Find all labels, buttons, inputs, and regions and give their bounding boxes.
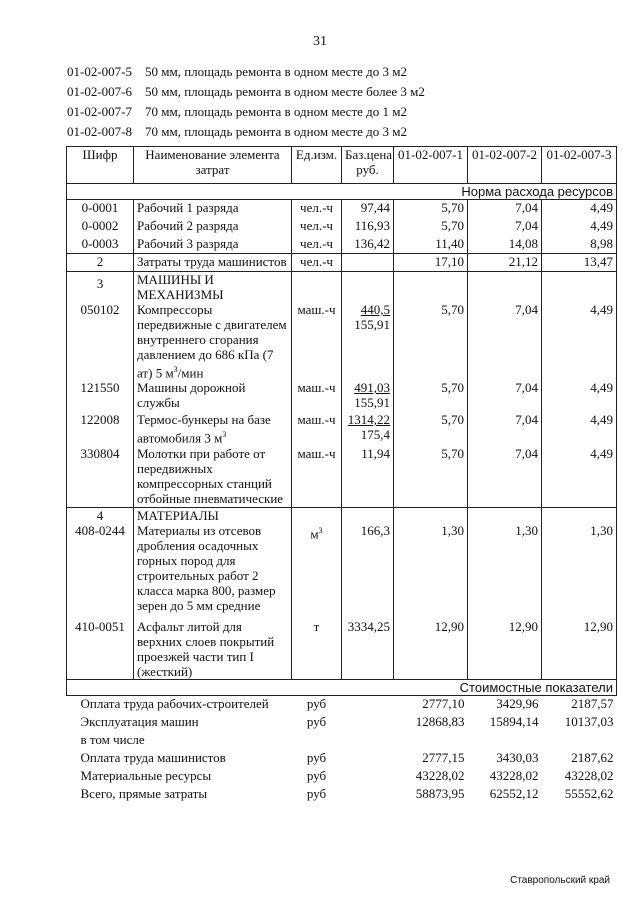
row-price: 166,3: [342, 523, 394, 619]
row-v3: 1,30: [542, 523, 617, 619]
row-v1: 5,70: [394, 412, 468, 445]
row-code: 050102: [67, 302, 134, 380]
row-v2: 1,30: [468, 523, 542, 619]
row-unit: чел.-ч: [292, 236, 342, 254]
total-v3: 55552,62: [564, 786, 614, 802]
row-code: 0-0003: [67, 236, 134, 254]
row-v1: 1,30: [394, 523, 468, 619]
table-row: [67, 412, 617, 445]
row-v3: 8,98: [542, 236, 617, 254]
row-v1: 17,10: [394, 254, 468, 272]
row-price: 3334,25: [342, 619, 394, 680]
code-list: [67, 62, 425, 142]
row-code: 410-0051: [67, 619, 134, 680]
row-v1: 5,70: [394, 302, 468, 380]
section-code: 4: [67, 508, 134, 524]
total-label: в том числе: [80, 732, 145, 748]
code-description: 50 мм, площадь ремонта в одном месте до 3 м2: [145, 64, 407, 79]
total-row: [67, 750, 617, 768]
code-line: [67, 102, 425, 122]
row-code: 330804: [67, 446, 134, 508]
row-name: Рабочий 3 разряда: [134, 236, 292, 254]
row-unit: чел.-ч: [292, 200, 342, 218]
row-code: 408-0244: [67, 523, 134, 619]
row-unit: маш.-ч: [292, 302, 342, 380]
table-row: [67, 200, 617, 218]
row-unit: маш.-ч: [292, 412, 342, 445]
row-v2: 7,04: [468, 218, 542, 236]
code-id: 01-02-007-7: [67, 104, 132, 119]
row-name: Затраты труда машинистов: [134, 254, 292, 272]
table-row: [67, 254, 617, 272]
row-v1: 5,70: [394, 446, 468, 508]
code-id: 01-02-007-6: [67, 84, 132, 99]
total-v1: 43228,02: [415, 768, 465, 784]
table-row: [67, 302, 617, 380]
total-row: [67, 786, 617, 804]
row-price: 116,93: [342, 218, 394, 236]
row-name: Рабочий 1 разряда: [134, 200, 292, 218]
row-v3: 4,49: [542, 412, 617, 445]
total-unit: руб: [306, 714, 327, 730]
row-price: 491,03 155,91: [342, 380, 394, 412]
resource-table: [66, 146, 617, 804]
code-description: 70 мм, площадь ремонта в одном месте до 1 м2: [145, 104, 407, 119]
row-unit: маш.-ч: [292, 446, 342, 508]
row-code: 2: [67, 254, 134, 272]
total-row: [67, 696, 617, 715]
table-row: [67, 380, 617, 412]
row-v2: 7,04: [468, 446, 542, 508]
row-v2: 7,04: [468, 412, 542, 445]
total-label: Оплата труда рабочих-строителей: [80, 696, 269, 712]
row-price: 136,42: [342, 236, 394, 254]
total-row: [67, 768, 617, 786]
table-row: [67, 523, 617, 619]
total-v1: 2777,10: [422, 696, 465, 712]
header-base-price: Баз.цена руб.: [342, 147, 394, 184]
row-code: 122008: [67, 412, 134, 445]
row-v2: 7,04: [468, 380, 542, 412]
row-price: [342, 254, 394, 272]
header-unit: Ед.изм.: [292, 147, 342, 184]
row-price: 97,44: [342, 200, 394, 218]
row-unit: т: [292, 619, 342, 680]
row-price: 1314,22 175,4: [342, 412, 394, 445]
code-line: [67, 122, 425, 142]
page-number: 31: [313, 34, 327, 49]
row-v1: 5,70: [394, 218, 468, 236]
row-name: Машины дорожной службы: [134, 380, 292, 412]
row-v1: 5,70: [394, 200, 468, 218]
code-description: 50 мм, площадь ремонта в одном месте более 3 м2: [145, 84, 425, 99]
row-unit: чел.-ч: [292, 254, 342, 272]
band-cost-row: [67, 680, 617, 696]
header-cipher: Шифр: [67, 147, 134, 184]
table-row: [67, 619, 617, 680]
table-row: [67, 236, 617, 254]
row-name: Рабочий 2 разряда: [134, 218, 292, 236]
total-v1: 2777,15: [422, 750, 465, 766]
row-unit: $м^3$: [292, 523, 342, 619]
total-v2: 3430,03: [496, 750, 539, 766]
total-label: Оплата труда машинистов: [80, 750, 226, 766]
row-unit: маш.-ч: [292, 380, 342, 412]
row-price: 440,5 155,91: [342, 302, 394, 380]
total-v3: 10137,03: [564, 714, 614, 730]
band-resource-row: [67, 184, 617, 200]
row-v3: 12,90: [542, 619, 617, 680]
section-code: 3: [67, 272, 134, 303]
row-v3: 13,47: [542, 254, 617, 272]
row-v2: 21,12: [468, 254, 542, 272]
total-v2: 15894,14: [489, 714, 539, 730]
row-code: 121550: [67, 380, 134, 412]
total-v3: 2187,62: [571, 750, 614, 766]
row-v3: 4,49: [542, 200, 617, 218]
header-col1: 01-02-007-1: [394, 147, 468, 184]
total-v3: 2187,57: [571, 696, 614, 712]
row-unit: чел.-ч: [292, 218, 342, 236]
row-price: 11,94: [342, 446, 394, 508]
total-unit: руб: [306, 786, 327, 802]
code-line: [67, 82, 425, 102]
row-v2: 12,90: [468, 619, 542, 680]
total-label: Материальные ресурсы: [80, 768, 212, 784]
header-col3: 01-02-007-3: [542, 147, 617, 184]
total-row: [67, 714, 617, 732]
row-v1: 12,90: [394, 619, 468, 680]
row-name: Компрессоры передвижные с двигателем внутреннего сгорания давлением до 686 кПа (7 ат) 5 $м^3$/мин: [134, 302, 292, 380]
row-v1: 11,40: [394, 236, 468, 254]
total-v2: 3429,96: [496, 696, 539, 712]
section-title: МАШИНЫ И МЕХАНИЗМЫ: [134, 272, 292, 303]
code-line: [67, 62, 425, 82]
row-v3: 4,49: [542, 302, 617, 380]
section-row: [67, 508, 617, 524]
total-unit: руб: [306, 768, 327, 784]
header-col2: 01-02-007-2: [468, 147, 542, 184]
row-v3: 4,49: [542, 218, 617, 236]
row-name: Термос-бункеры на базе автомобиля 3 $м^3$: [134, 412, 292, 445]
row-name: Молотки при работе от передвижных компрессорных станций отбойные пневматические: [134, 446, 292, 508]
band-resource: Норма расхода ресурсов: [67, 184, 617, 200]
total-v1: 58873,95: [415, 786, 465, 802]
section-title: МАТЕРИАЛЫ: [134, 508, 292, 524]
table-row: [67, 446, 617, 508]
total-v2: 43228,02: [489, 768, 539, 784]
total-v2: 62552,12: [489, 786, 539, 802]
code-id: 01-02-007-5: [67, 64, 132, 79]
total-unit: руб: [306, 696, 327, 712]
footer-region: Ставропольский край: [510, 875, 610, 886]
row-code: 0-0002: [67, 218, 134, 236]
band-cost: Стоимостные показатели: [67, 680, 617, 696]
table-row: [67, 218, 617, 236]
total-label: Эксплуатация машин: [80, 714, 199, 730]
total-row: [67, 732, 617, 750]
code-description: 70 мм, площадь ремонта в одном месте до 3 м2: [145, 124, 407, 139]
total-v1: 12868,83: [415, 714, 465, 730]
total-label: Всего, прямые затраты: [80, 786, 208, 802]
row-v1: 5,70: [394, 380, 468, 412]
total-unit: руб: [306, 750, 327, 766]
header-name: Наименование элемента затрат: [134, 147, 292, 184]
row-v2: 7,04: [468, 200, 542, 218]
table-header: [67, 147, 617, 184]
row-code: 0-0001: [67, 200, 134, 218]
row-v2: 14,08: [468, 236, 542, 254]
row-name: Асфальт литой для верхних слоев покрытий проезжей части тип I (жесткий): [134, 619, 292, 680]
row-v3: 4,49: [542, 446, 617, 508]
row-v2: 7,04: [468, 302, 542, 380]
section-row: [67, 272, 617, 303]
total-v3: 43228,02: [564, 768, 614, 784]
row-v3: 4,49: [542, 380, 617, 412]
code-id: 01-02-007-8: [67, 124, 132, 139]
row-name: Материалы из отсевов дробления осадочных горных пород для строительных работ 2 класса марка 800, размер зерен до 5 мм средние: [134, 523, 292, 619]
